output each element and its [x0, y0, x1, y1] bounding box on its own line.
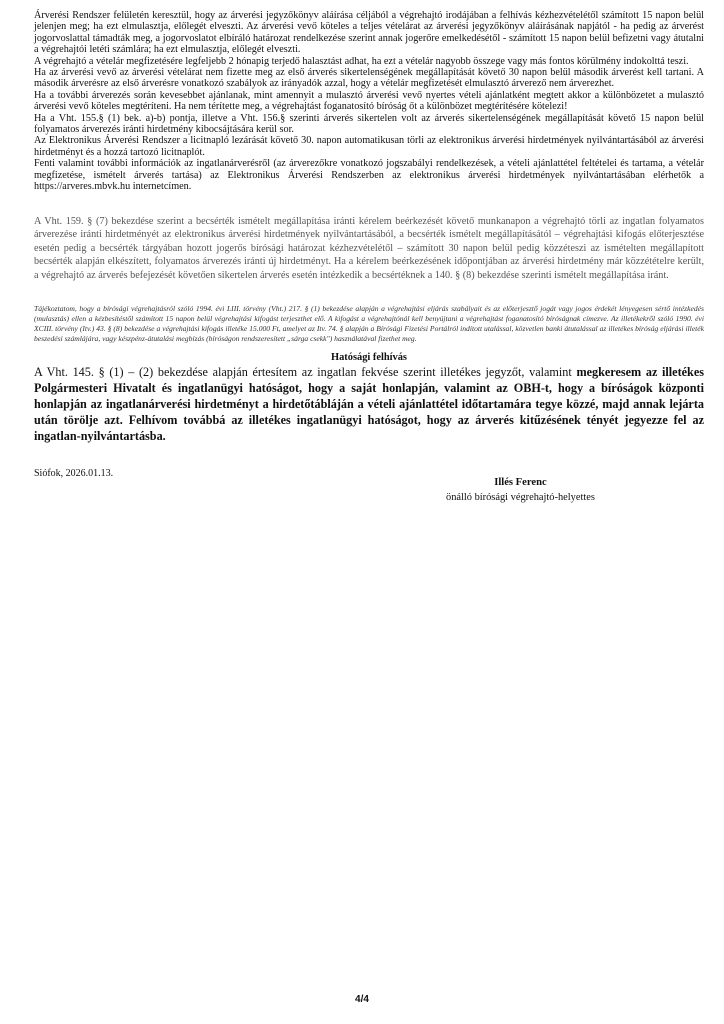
paragraph-minutes-signing: Árverési Rendszer felületén keresztül, hogy az árverési jegyzőkönyv aláírása céljából a végrehajtó irodájában a felhívás kézhezvételétől számított 15 napon belül jelenjen meg; ha ezt elmulasztja, előlegét elveszti. Az árverési vevő köteles a teljes vételárat az árverési jegyzőkönyv aláírásának napjától - ha pedig az árverést jogorvoslattal támadták meg, a jogorvoslatot elbíráló határozat rendelkezése szerint annak jogerőre emelkedésétől - számított 15 napon belül befizetni vagy átutalni a végrehajtói letéti számlára; ha ezt elmulasztja, előlegét elveszti. [34, 10, 704, 56]
document-page [34, 10, 704, 527]
official-call-bold-text: megkeresem az illetékes Polgármesteri Hivatalt és ingatlanügyi hatóságot, hogy a saját honlapján, valamint az OBH-t, hogy a bíróságok központi honlapján az ingatlanárverési hirdetményt a hirdetőtábláján a vételi ajánlattétel időtartamára tegye közzé, majd annak lejárta után törölje azt. Felhívom továbbá az illetékes ingatlanügyi hatóságot, hogy az árverés kitűzésének tényét jegyezze fel az ingatlan-nyilvántartásba. [34, 365, 704, 443]
paragraph-valuation-redetermination: A Vht. 159. § (7) bekezdése szerint a becsérték ismételt megállapítása iránti kérelem beérkezését követő munkanapon a végrehajtó törli az ingatlan folyamatos árverezése iránti hirdetményét az elektronikus árverési hirdetmények nyilvántartásából, a becsérték ismételt megállapításától – végrehajtási kifogás előterjesztése esetén pedig a becsérték tárgyában hozott jogerős bírósági határozat kézhezvételétől – számított 30 napon belül pedig közzéteszi az ismételten megállapított becsérték alapján elkészített, folyamatos árverezés iránti új hirdetményt. Ha a kérelem beérkezésének időpontjában az árverési hirdetmény már közzétételre került, a végrehajtó az árverés befejezését követően sikertelen árverés esetén intézkedik a becsértéknek a 140. § (8) bekezdése szerinti ismételt megállapítása iránt. [34, 215, 704, 281]
paragraph-second-auction: Ha az árverési vevő az árverési vételárat nem fizette meg az első árverés sikertelenségének megállapítását követő 30 napon belül második árverést kell tartani. A második árverésre az első árverésre vonatkozó szabályok az irányadók azzal, hogy a vételár megfizetését elmulasztó árverező nem árverezhet. [34, 67, 704, 90]
paragraph-price-difference: Ha a további árverezés során kevesebbet ajánlanak, mint amennyit a mulasztó árverési vevő nyertes vételi ajánlatként megtett akkor a különbözetet a mulasztó árverési vevő köteles megtéríteni. Ha nem térítette meg, a végrehajtást foganatosító bíróság őt a különbözet megtérítésére kötelezi! [34, 89, 704, 113]
paragraph-payment-deferral: A végrehajtó a vételár megfizetésére legfeljebb 2 hónapig terjedő halasztást adhat, ha ezt a vételár nagyobb összege vagy más fontos körülmény indokolttá teszi. [34, 55, 689, 67]
paragraph-more-information: Fenti valamint további információk az ingatlanárverésről (az árverezőkre vonatkozó jogszabályi rendelkezések, a vételi ajánlattétel feltételei és tartama, a vételár megfizetése, ismételt árverés tartása) az Elektronikus Árverési Rendszerben az elektronikus árverési hirdetmények nyilvántartásában elérhetők a https://arveres.mbvk.hu internetcímen. [34, 158, 704, 193]
page-number: 4/4 [355, 994, 369, 1005]
official-call-title: Hatósági felhívás [331, 352, 407, 364]
paragraph-continuous-auction: Ha a Vht. 155.§ (1) bek. a)-b) pontja, illetve a Vht. 156.§ szerinti árverés sikertelen volt az árverés sikertelenségének megállapítását követő 15 napon belül folyamatos árverezés iránti hirdetmény kibocsájtására kerül sor. [34, 112, 704, 136]
official-call-intro: A Vht. 145. § (1) – (2) bekezdése alapján értesítem az ingatlan fekvése szerint illetékes jegyzőt, valamint [34, 365, 577, 380]
signatory-role: önálló bírósági végrehajtó-helyettes [446, 492, 595, 504]
signature-block [34, 477, 704, 527]
place-and-date: Siófok, 2026.01.13. [34, 468, 114, 480]
auction-rules-section [34, 10, 704, 193]
signatory-name: Illés Ferenc [494, 477, 547, 489]
paragraph-legal-remedy-notice: Tájékoztatom, hogy a bírósági végrehajtásról szóló 1994. évi LIII. törvény (Vht.) 217. § (1) bekezdése alapján a végrehajtási eljárás szabályait és az előterjesztő jogát vagy jogos érdekét lényegesen sértő intézkedés (mulasztás) ellen a kézbesítéstől számított 15 napon belül végrehajtási kifogást terjeszthet elő. A kifogást a végrehajtónál kell benyújtani a végrehajtást foganatosító bíróságnak címezve. Az illetékekről szóló 1990. évi XCIII. törvény (Itv.) 43. § (8) bekezdése a végrehajtási kifogás illetéke 15.000 Ft, amelyet az Itv. 74. § alapján a Bírósági Fizetési Portálról indított utalással, közvetlen banki átutalással az illetékes bíróság eljárási illeték beszedési számlájára, vagy készpénz-átutalási megbízás (bíróságon rendszeresített „sárga csekk") használatával fizethet meg. [34, 304, 704, 344]
paragraph-auto-deletion: Az Elektronikus Árverési Rendszer a licitnapló lezárását követő 30. napon automatikusan törli az elektronikus árverési hirdetmények nyilvántartásából az árverési hirdetményt és a hozzá tartozó licitnaplót. [34, 135, 704, 158]
official-call-body [34, 365, 704, 444]
